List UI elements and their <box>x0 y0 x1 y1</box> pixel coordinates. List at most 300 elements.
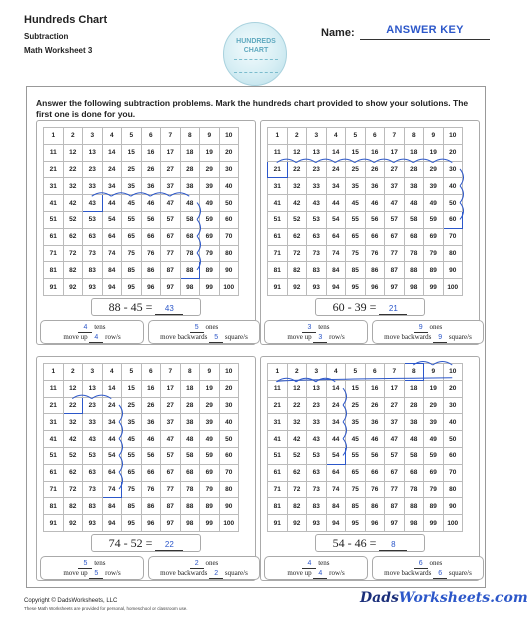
chart-cell[interactable]: 59 <box>424 211 444 228</box>
chart-cell[interactable]: 38 <box>180 414 200 431</box>
chart-cell[interactable]: 82 <box>63 262 83 279</box>
chart-cell[interactable]: 30 <box>443 161 463 178</box>
chart-cell[interactable]: 52 <box>287 447 307 464</box>
chart-cell[interactable]: 1 <box>44 128 64 145</box>
chart-cell[interactable]: 42 <box>63 431 83 448</box>
chart-cell[interactable]: 65 <box>346 228 366 245</box>
chart-cell[interactable]: 81 <box>44 262 64 279</box>
chart-cell[interactable]: 81 <box>268 498 288 515</box>
chart-cell[interactable]: 67 <box>161 228 181 245</box>
chart-cell[interactable]: 2 <box>63 364 83 381</box>
chart-cell[interactable]: 40 <box>219 414 239 431</box>
chart-cell[interactable]: 37 <box>385 178 405 195</box>
chart-cell[interactable]: 60 <box>443 211 463 228</box>
chart-cell[interactable]: 37 <box>385 414 405 431</box>
chart-cell[interactable]: 66 <box>141 228 161 245</box>
chart-cell[interactable]: 29 <box>424 397 444 414</box>
chart-cell[interactable]: 21 <box>268 161 288 178</box>
chart-cell[interactable]: 7 <box>385 364 405 381</box>
chart-cell[interactable]: 29 <box>424 161 444 178</box>
chart-cell[interactable]: 69 <box>200 228 220 245</box>
chart-cell[interactable]: 31 <box>268 178 288 195</box>
chart-cell[interactable]: 64 <box>102 464 122 481</box>
chart-cell[interactable]: 23 <box>307 397 327 414</box>
chart-cell[interactable]: 42 <box>287 195 307 212</box>
chart-cell[interactable]: 28 <box>404 397 424 414</box>
chart-cell[interactable]: 47 <box>161 431 181 448</box>
chart-cell[interactable]: 94 <box>326 515 346 532</box>
chart-cell[interactable]: 85 <box>346 262 366 279</box>
chart-cell[interactable]: 83 <box>307 498 327 515</box>
chart-cell[interactable]: 50 <box>443 195 463 212</box>
chart-cell[interactable]: 2 <box>287 364 307 381</box>
chart-cell[interactable]: 93 <box>307 279 327 296</box>
chart-cell[interactable]: 60 <box>219 211 239 228</box>
chart-cell[interactable]: 98 <box>404 279 424 296</box>
chart-cell[interactable]: 55 <box>346 447 366 464</box>
move-back-field[interactable]: 5 <box>209 334 223 343</box>
chart-cell[interactable]: 76 <box>141 481 161 498</box>
chart-cell[interactable]: 7 <box>385 128 405 145</box>
chart-cell[interactable]: 94 <box>102 279 122 296</box>
chart-cell[interactable]: 57 <box>385 447 405 464</box>
ones-field[interactable]: 5 <box>190 324 204 333</box>
chart-cell[interactable]: 89 <box>424 262 444 279</box>
chart-cell[interactable]: 12 <box>287 144 307 161</box>
chart-cell[interactable]: 51 <box>44 447 64 464</box>
chart-cell[interactable]: 27 <box>161 161 181 178</box>
chart-cell[interactable]: 96 <box>141 515 161 532</box>
chart-cell[interactable]: 55 <box>346 211 366 228</box>
chart-cell[interactable]: 49 <box>424 431 444 448</box>
chart-cell[interactable]: 58 <box>180 447 200 464</box>
chart-cell[interactable]: 39 <box>200 414 220 431</box>
answer-field[interactable]: 22 <box>155 540 183 551</box>
chart-cell[interactable]: 45 <box>346 195 366 212</box>
chart-cell[interactable]: 90 <box>219 498 239 515</box>
chart-cell[interactable]: 71 <box>44 481 64 498</box>
chart-cell[interactable]: 10 <box>443 364 463 381</box>
chart-cell[interactable]: 70 <box>443 464 463 481</box>
chart-cell[interactable]: 65 <box>122 464 142 481</box>
chart-cell[interactable]: 8 <box>180 128 200 145</box>
chart-cell[interactable]: 5 <box>346 128 366 145</box>
chart-cell[interactable]: 61 <box>268 228 288 245</box>
chart-cell[interactable]: 85 <box>122 498 142 515</box>
chart-cell[interactable]: 41 <box>44 431 64 448</box>
chart-cell[interactable]: 100 <box>443 279 463 296</box>
chart-cell[interactable]: 80 <box>443 481 463 498</box>
chart-cell[interactable]: 22 <box>287 161 307 178</box>
chart-cell[interactable]: 15 <box>346 380 366 397</box>
chart-cell[interactable]: 79 <box>424 245 444 262</box>
move-up-field[interactable]: 4 <box>313 570 327 579</box>
chart-cell[interactable]: 84 <box>326 498 346 515</box>
chart-cell[interactable]: 56 <box>365 447 385 464</box>
chart-cell[interactable]: 24 <box>102 397 122 414</box>
chart-cell[interactable]: 38 <box>180 178 200 195</box>
chart-cell[interactable]: 8 <box>180 364 200 381</box>
chart-cell[interactable]: 82 <box>287 262 307 279</box>
chart-cell[interactable]: 96 <box>365 515 385 532</box>
chart-cell[interactable]: 98 <box>404 515 424 532</box>
chart-cell[interactable]: 86 <box>365 262 385 279</box>
chart-cell[interactable]: 46 <box>365 195 385 212</box>
chart-cell[interactable]: 81 <box>268 262 288 279</box>
chart-cell[interactable]: 80 <box>219 245 239 262</box>
chart-cell[interactable]: 83 <box>83 498 103 515</box>
chart-cell[interactable]: 92 <box>63 515 83 532</box>
chart-cell[interactable]: 52 <box>63 447 83 464</box>
chart-cell[interactable]: 52 <box>287 211 307 228</box>
chart-cell[interactable]: 21 <box>268 397 288 414</box>
chart-cell[interactable]: 19 <box>200 144 220 161</box>
chart-cell[interactable]: 6 <box>365 128 385 145</box>
chart-cell[interactable]: 72 <box>287 481 307 498</box>
chart-cell[interactable]: 59 <box>200 447 220 464</box>
chart-cell[interactable]: 3 <box>83 364 103 381</box>
chart-cell[interactable]: 88 <box>180 262 200 279</box>
chart-cell[interactable]: 32 <box>63 178 83 195</box>
chart-cell[interactable]: 96 <box>141 279 161 296</box>
chart-cell[interactable]: 47 <box>161 195 181 212</box>
chart-cell[interactable]: 6 <box>141 364 161 381</box>
chart-cell[interactable]: 34 <box>102 414 122 431</box>
chart-cell[interactable]: 10 <box>219 128 239 145</box>
chart-cell[interactable]: 3 <box>307 364 327 381</box>
chart-cell[interactable]: 6 <box>365 364 385 381</box>
chart-cell[interactable]: 34 <box>326 414 346 431</box>
chart-cell[interactable]: 58 <box>404 447 424 464</box>
chart-cell[interactable]: 75 <box>122 245 142 262</box>
chart-cell[interactable]: 62 <box>63 228 83 245</box>
chart-cell[interactable]: 1 <box>44 364 64 381</box>
chart-cell[interactable]: 27 <box>385 161 405 178</box>
chart-cell[interactable]: 86 <box>141 498 161 515</box>
move-back-field[interactable]: 6 <box>433 570 447 579</box>
chart-cell[interactable]: 13 <box>83 144 103 161</box>
chart-cell[interactable]: 82 <box>63 498 83 515</box>
chart-cell[interactable]: 100 <box>443 515 463 532</box>
ones-field[interactable]: 2 <box>190 560 204 569</box>
chart-cell[interactable]: 99 <box>200 515 220 532</box>
chart-cell[interactable]: 30 <box>219 397 239 414</box>
tens-field[interactable]: 4 <box>302 560 316 569</box>
move-up-field[interactable]: 3 <box>313 334 327 343</box>
chart-cell[interactable]: 95 <box>122 515 142 532</box>
chart-cell[interactable]: 58 <box>404 211 424 228</box>
chart-cell[interactable]: 39 <box>424 178 444 195</box>
chart-cell[interactable]: 15 <box>346 144 366 161</box>
answer-field[interactable]: 21 <box>379 304 407 315</box>
chart-cell[interactable]: 28 <box>180 161 200 178</box>
ones-field[interactable]: 9 <box>414 324 428 333</box>
chart-cell[interactable]: 32 <box>63 414 83 431</box>
chart-cell[interactable]: 57 <box>161 447 181 464</box>
chart-cell[interactable]: 54 <box>102 211 122 228</box>
chart-cell[interactable]: 66 <box>141 464 161 481</box>
chart-cell[interactable]: 93 <box>83 279 103 296</box>
chart-cell[interactable]: 14 <box>102 144 122 161</box>
chart-cell[interactable]: 4 <box>102 364 122 381</box>
chart-cell[interactable]: 43 <box>307 431 327 448</box>
chart-cell[interactable]: 78 <box>180 481 200 498</box>
chart-cell[interactable]: 56 <box>365 211 385 228</box>
chart-cell[interactable]: 19 <box>424 380 444 397</box>
chart-cell[interactable]: 18 <box>180 380 200 397</box>
chart-cell[interactable]: 64 <box>326 228 346 245</box>
chart-cell[interactable]: 48 <box>404 195 424 212</box>
chart-cell[interactable]: 43 <box>83 431 103 448</box>
chart-cell[interactable]: 36 <box>365 178 385 195</box>
chart-cell[interactable]: 50 <box>219 431 239 448</box>
chart-cell[interactable]: 39 <box>424 414 444 431</box>
chart-cell[interactable]: 23 <box>307 161 327 178</box>
chart-cell[interactable]: 48 <box>180 195 200 212</box>
chart-cell[interactable]: 70 <box>219 228 239 245</box>
chart-cell[interactable]: 92 <box>287 515 307 532</box>
chart-cell[interactable]: 29 <box>200 161 220 178</box>
chart-cell[interactable]: 87 <box>385 262 405 279</box>
chart-cell[interactable]: 50 <box>443 431 463 448</box>
chart-cell[interactable]: 74 <box>326 245 346 262</box>
chart-cell[interactable]: 3 <box>307 128 327 145</box>
chart-cell[interactable]: 53 <box>307 447 327 464</box>
chart-cell[interactable]: 75 <box>346 245 366 262</box>
chart-cell[interactable]: 29 <box>200 397 220 414</box>
chart-cell[interactable]: 80 <box>219 481 239 498</box>
chart-cell[interactable]: 73 <box>307 481 327 498</box>
chart-cell[interactable]: 49 <box>200 431 220 448</box>
chart-cell[interactable]: 63 <box>83 228 103 245</box>
chart-cell[interactable]: 82 <box>287 498 307 515</box>
chart-cell[interactable]: 20 <box>219 144 239 161</box>
chart-cell[interactable]: 45 <box>122 431 142 448</box>
move-up-field[interactable]: 5 <box>89 570 103 579</box>
chart-cell[interactable]: 74 <box>326 481 346 498</box>
chart-cell[interactable]: 27 <box>161 397 181 414</box>
chart-cell[interactable]: 95 <box>346 279 366 296</box>
chart-cell[interactable]: 37 <box>161 178 181 195</box>
chart-cell[interactable]: 70 <box>443 228 463 245</box>
chart-cell[interactable]: 68 <box>180 228 200 245</box>
chart-cell[interactable]: 15 <box>122 144 142 161</box>
chart-cell[interactable]: 16 <box>365 144 385 161</box>
chart-cell[interactable]: 31 <box>268 414 288 431</box>
chart-cell[interactable]: 19 <box>200 380 220 397</box>
chart-cell[interactable]: 76 <box>365 481 385 498</box>
chart-cell[interactable]: 33 <box>307 414 327 431</box>
chart-cell[interactable]: 84 <box>102 262 122 279</box>
chart-cell[interactable]: 95 <box>346 515 366 532</box>
chart-cell[interactable]: 59 <box>200 211 220 228</box>
chart-cell[interactable]: 37 <box>161 414 181 431</box>
chart-cell[interactable]: 26 <box>141 397 161 414</box>
chart-cell[interactable]: 11 <box>44 380 64 397</box>
chart-cell[interactable]: 78 <box>404 481 424 498</box>
chart-cell[interactable]: 55 <box>122 447 142 464</box>
chart-cell[interactable]: 88 <box>404 262 424 279</box>
chart-cell[interactable]: 13 <box>307 380 327 397</box>
chart-cell[interactable]: 73 <box>83 245 103 262</box>
chart-cell[interactable]: 43 <box>307 195 327 212</box>
chart-cell[interactable]: 10 <box>443 128 463 145</box>
chart-cell[interactable]: 69 <box>200 464 220 481</box>
chart-cell[interactable]: 60 <box>443 447 463 464</box>
chart-cell[interactable]: 63 <box>307 228 327 245</box>
chart-cell[interactable]: 19 <box>424 144 444 161</box>
chart-cell[interactable]: 73 <box>83 481 103 498</box>
chart-cell[interactable]: 18 <box>404 380 424 397</box>
chart-cell[interactable]: 79 <box>200 245 220 262</box>
chart-cell[interactable]: 65 <box>122 228 142 245</box>
chart-cell[interactable]: 48 <box>404 431 424 448</box>
chart-cell[interactable]: 23 <box>83 161 103 178</box>
chart-cell[interactable]: 67 <box>385 464 405 481</box>
chart-cell[interactable]: 87 <box>161 262 181 279</box>
chart-cell[interactable]: 33 <box>307 178 327 195</box>
chart-cell[interactable]: 91 <box>268 515 288 532</box>
chart-cell[interactable]: 5 <box>122 128 142 145</box>
chart-cell[interactable]: 89 <box>424 498 444 515</box>
chart-cell[interactable]: 61 <box>44 464 64 481</box>
tens-field[interactable]: 5 <box>78 560 92 569</box>
chart-cell[interactable]: 80 <box>443 245 463 262</box>
chart-cell[interactable]: 33 <box>83 178 103 195</box>
chart-cell[interactable]: 83 <box>83 262 103 279</box>
chart-cell[interactable]: 58 <box>180 211 200 228</box>
chart-cell[interactable]: 99 <box>424 279 444 296</box>
chart-cell[interactable]: 27 <box>385 397 405 414</box>
chart-cell[interactable]: 85 <box>346 498 366 515</box>
chart-cell[interactable]: 28 <box>404 161 424 178</box>
chart-cell[interactable]: 7 <box>161 364 181 381</box>
chart-cell[interactable]: 2 <box>63 128 83 145</box>
chart-cell[interactable]: 14 <box>326 144 346 161</box>
chart-cell[interactable]: 72 <box>287 245 307 262</box>
answer-field[interactable]: 43 <box>155 304 183 315</box>
chart-cell[interactable]: 68 <box>180 464 200 481</box>
chart-cell[interactable]: 72 <box>63 481 83 498</box>
chart-cell[interactable]: 86 <box>365 498 385 515</box>
tens-field[interactable]: 3 <box>302 324 316 333</box>
chart-cell[interactable]: 78 <box>404 245 424 262</box>
chart-cell[interactable]: 54 <box>102 447 122 464</box>
chart-cell[interactable]: 54 <box>326 211 346 228</box>
chart-cell[interactable]: 46 <box>365 431 385 448</box>
chart-cell[interactable]: 42 <box>287 431 307 448</box>
chart-cell[interactable]: 100 <box>219 515 239 532</box>
chart-cell[interactable]: 25 <box>122 161 142 178</box>
chart-cell[interactable]: 12 <box>287 380 307 397</box>
chart-cell[interactable]: 98 <box>180 279 200 296</box>
chart-cell[interactable]: 97 <box>385 515 405 532</box>
chart-cell[interactable]: 5 <box>122 364 142 381</box>
chart-cell[interactable]: 97 <box>161 515 181 532</box>
chart-cell[interactable]: 51 <box>268 447 288 464</box>
chart-cell[interactable]: 3 <box>83 128 103 145</box>
chart-cell[interactable]: 97 <box>385 279 405 296</box>
chart-cell[interactable]: 51 <box>44 211 64 228</box>
chart-cell[interactable]: 66 <box>365 228 385 245</box>
name-field[interactable]: ANSWER KEY <box>360 24 490 40</box>
chart-cell[interactable]: 11 <box>44 144 64 161</box>
chart-cell[interactable]: 56 <box>141 211 161 228</box>
chart-cell[interactable]: 17 <box>385 380 405 397</box>
chart-cell[interactable]: 20 <box>219 380 239 397</box>
chart-cell[interactable]: 31 <box>44 414 64 431</box>
chart-cell[interactable]: 35 <box>122 414 142 431</box>
chart-cell[interactable]: 100 <box>219 279 239 296</box>
chart-cell[interactable]: 92 <box>63 279 83 296</box>
chart-cell[interactable]: 54 <box>326 447 346 464</box>
chart-cell[interactable]: 95 <box>122 279 142 296</box>
chart-cell[interactable]: 86 <box>141 262 161 279</box>
chart-cell[interactable]: 36 <box>365 414 385 431</box>
chart-cell[interactable]: 40 <box>443 414 463 431</box>
chart-cell[interactable]: 83 <box>307 262 327 279</box>
chart-cell[interactable]: 64 <box>102 228 122 245</box>
chart-cell[interactable]: 79 <box>200 481 220 498</box>
chart-cell[interactable]: 92 <box>287 279 307 296</box>
chart-cell[interactable]: 26 <box>365 161 385 178</box>
chart-cell[interactable]: 25 <box>122 397 142 414</box>
chart-cell[interactable]: 68 <box>404 464 424 481</box>
move-back-field[interactable]: 2 <box>209 570 223 579</box>
chart-cell[interactable]: 74 <box>102 245 122 262</box>
chart-cell[interactable]: 4 <box>326 128 346 145</box>
chart-cell[interactable]: 11 <box>268 380 288 397</box>
chart-cell[interactable]: 77 <box>385 245 405 262</box>
chart-cell[interactable]: 4 <box>102 128 122 145</box>
chart-cell[interactable]: 91 <box>268 279 288 296</box>
chart-cell[interactable]: 6 <box>141 128 161 145</box>
tens-field[interactable]: 4 <box>78 324 92 333</box>
chart-cell[interactable]: 75 <box>122 481 142 498</box>
chart-cell[interactable]: 24 <box>326 161 346 178</box>
chart-cell[interactable]: 72 <box>63 245 83 262</box>
chart-cell[interactable]: 41 <box>44 195 64 212</box>
chart-cell[interactable]: 9 <box>200 364 220 381</box>
chart-cell[interactable]: 89 <box>200 262 220 279</box>
chart-cell[interactable]: 56 <box>141 447 161 464</box>
chart-cell[interactable]: 71 <box>44 245 64 262</box>
chart-cell[interactable]: 17 <box>161 144 181 161</box>
chart-cell[interactable]: 96 <box>365 279 385 296</box>
chart-cell[interactable]: 24 <box>326 397 346 414</box>
chart-cell[interactable]: 14 <box>102 380 122 397</box>
chart-cell[interactable]: 87 <box>161 498 181 515</box>
chart-cell[interactable]: 67 <box>385 228 405 245</box>
chart-cell[interactable]: 84 <box>326 262 346 279</box>
chart-cell[interactable]: 4 <box>326 364 346 381</box>
chart-cell[interactable]: 70 <box>219 464 239 481</box>
chart-cell[interactable]: 44 <box>326 431 346 448</box>
chart-cell[interactable]: 77 <box>385 481 405 498</box>
chart-cell[interactable]: 62 <box>287 228 307 245</box>
chart-cell[interactable]: 48 <box>180 431 200 448</box>
chart-cell[interactable]: 53 <box>83 211 103 228</box>
chart-cell[interactable]: 59 <box>424 447 444 464</box>
chart-cell[interactable]: 44 <box>102 431 122 448</box>
chart-cell[interactable]: 30 <box>443 397 463 414</box>
chart-cell[interactable]: 78 <box>180 245 200 262</box>
chart-cell[interactable]: 30 <box>219 161 239 178</box>
chart-cell[interactable]: 2 <box>287 128 307 145</box>
chart-cell[interactable]: 94 <box>102 515 122 532</box>
chart-cell[interactable]: 32 <box>287 414 307 431</box>
chart-cell[interactable]: 7 <box>161 128 181 145</box>
